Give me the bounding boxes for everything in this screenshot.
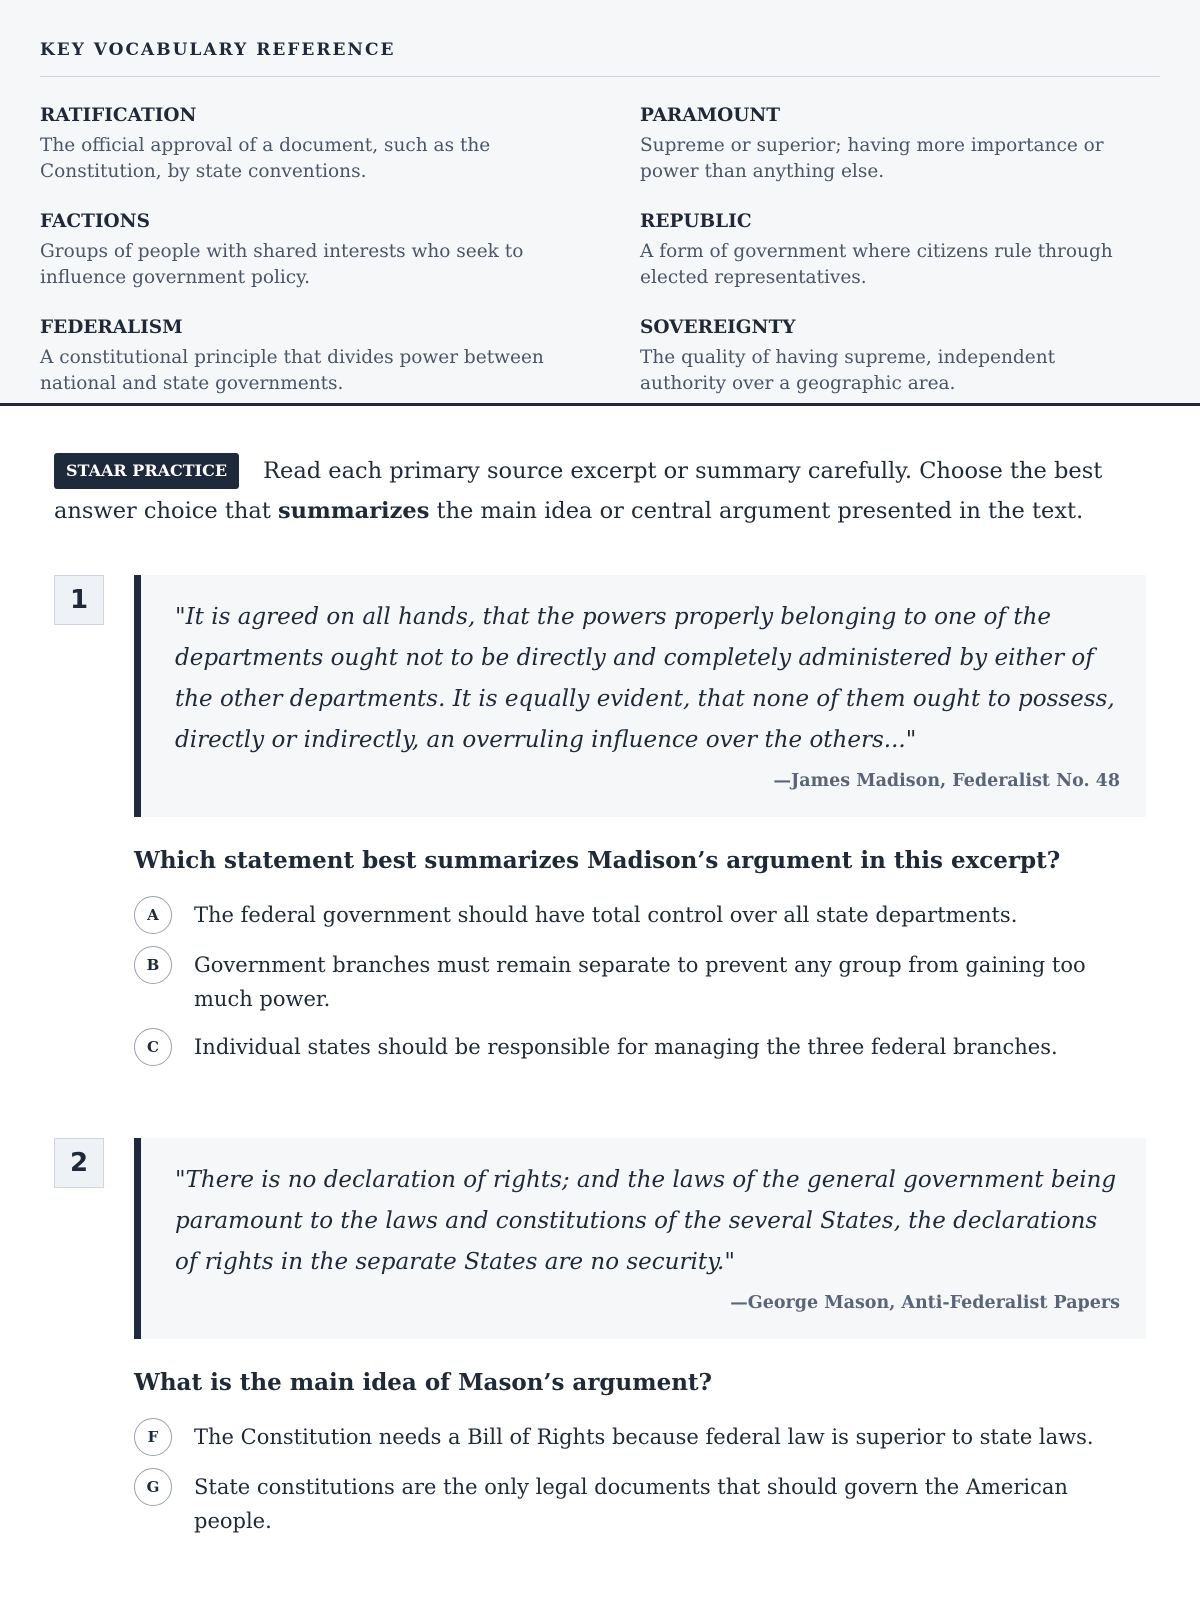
question-prompt: Which statement best summarizes Madison’s argument in this excerpt? [134,847,1061,874]
vocabulary-reference [0,0,1200,406]
choice-text: The Constitution needs a Bill of Rights because federal law is superior to state laws. [194,1425,1094,1449]
excerpt-source: —George Mason, Anti-Federalist Papers [730,1293,1120,1313]
term-definition: A constitutional principle that divides power between national and state governments. [40,347,544,394]
answer-choice-b[interactable] [134,946,1146,1016]
excerpt-text: "There is no declaration of rights; and the laws of the general government being paramount to the laws and constitutions of the several States, the declarations of rights in the separate States are no security." [175,1167,1117,1275]
term-definition: The quality of having supreme, independent authority over a geographic area. [640,347,1056,394]
term-word: RATIFICATION [40,105,197,126]
term-definition: Groups of people with shared interests who seek to influence government policy. [40,241,524,288]
term-word: PARAMOUNT [640,105,781,126]
term-factions [40,197,640,293]
choice-text: Government branches must remain separate to prevent any group from gaining too much power. [194,953,1086,1011]
term-paramount [640,91,1160,187]
staar-practice-section [0,406,1200,1538]
term-word: SOVEREIGNTY [640,317,796,338]
instructions-text: Read each primary source excerpt or summary carefully. Choose the best answer choice that [54,458,1103,524]
instructions [54,451,1146,531]
question-number: 2 [54,1138,104,1188]
question-number: 1 [54,575,104,625]
term-sovereignty [640,303,1160,399]
question-2 [54,1138,1146,1538]
term-ratification [40,91,640,187]
excerpt-text: "It is agreed on all hands, that the powers properly belonging to one of the departments ought not to be directly and completely administered by either of the other departments. It is equally evident, that none of them ought to possess, directly or indirectly, an overruling influence over the others..." [175,604,1115,753]
staar-practice-badge: STAAR PRACTICE [54,453,239,489]
term-definition: Supreme or superior; having more importance or power than anything else. [640,135,1104,182]
choice-text: State constitutions are the only legal documents that should govern the American people. [194,1475,1068,1533]
term-definition: A form of government where citizens rule through elected representatives. [640,241,1113,288]
choice-letter-bubble[interactable]: C [134,1028,172,1066]
term-definition: The official approval of a document, such as the Constitution, by state conventions. [40,135,491,182]
question-prompt: What is the main idea of Mason’s argument? [134,1369,713,1396]
instructions-emphasis: summarizes [277,498,430,524]
term-federalism [40,303,640,399]
choice-letter-bubble[interactable]: G [134,1468,172,1506]
answer-choice-c[interactable] [134,1028,1146,1066]
vocabulary-grid [40,91,1160,399]
answer-choice-g[interactable] [134,1468,1146,1538]
answer-choice-a[interactable] [134,896,1146,934]
term-word: REPUBLIC [640,211,752,232]
instructions-text-end: the main idea or central argument presented in the text. [429,498,1084,524]
excerpt-source: —James Madison, Federalist No. 48 [773,771,1120,791]
choice-text: Individual states should be responsible for managing the three federal branches. [194,1035,1058,1059]
term-word: FEDERALISM [40,317,183,338]
choice-letter-bubble[interactable]: F [134,1418,172,1456]
choice-letter-bubble[interactable]: B [134,946,172,984]
question-1 [54,575,1146,1066]
primary-source-excerpt [134,1138,1146,1339]
term-word: FACTIONS [40,211,150,232]
primary-source-excerpt [134,575,1146,817]
choice-text: The federal government should have total control over all state departments. [194,903,1018,927]
choice-letter-bubble[interactable]: A [134,896,172,934]
answer-choice-f[interactable] [134,1418,1146,1456]
term-republic [640,197,1160,293]
vocabulary-title: KEY VOCABULARY REFERENCE [40,40,1160,77]
